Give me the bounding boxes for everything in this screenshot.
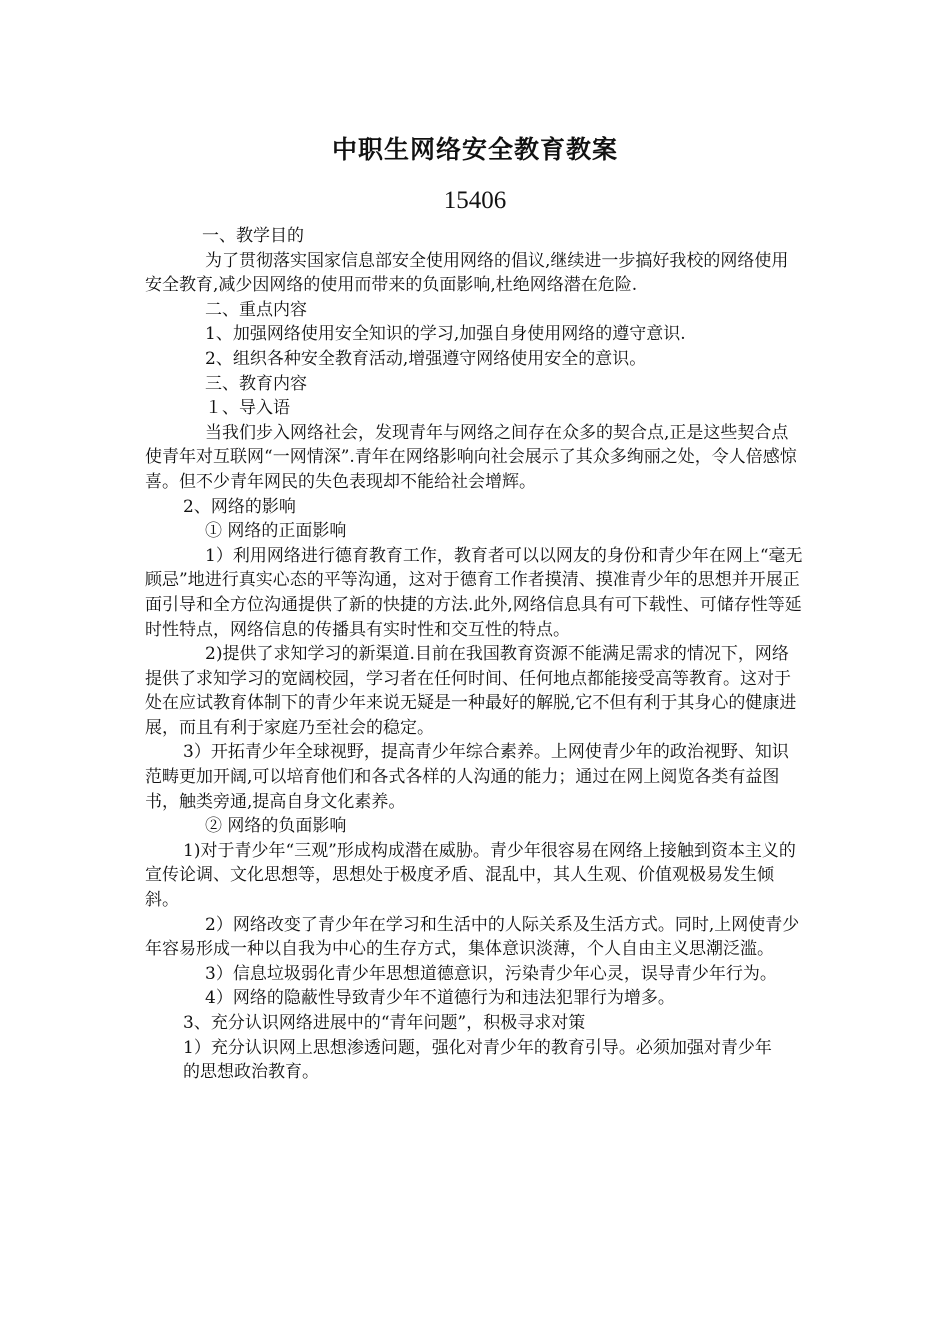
paragraph-key-point-1: 1、加强网络使用安全知识的学习,加强自身使用网络的遵守意识. (205, 324, 686, 345)
document-title: 中职生网络安全教育教案 (331, 135, 618, 164)
section-heading-key-content: 二、重点内容 (205, 299, 307, 320)
subheading-positive-impact: ① 网络的正面影响 (205, 521, 347, 542)
paragraph-introduction: 当我们步入网络社会，发现青年与网络之间存在众多的契合点,正是这些契合点使青年对互联网“一网情深”.青年在网络影响向社会展示了其众多绚丽之处，令人倍感惊喜。但不少青年网民的失色表现却不能给社会增辉。 (145, 422, 797, 492)
section-heading-education-content: 三、教育内容 (205, 373, 307, 394)
paragraph-positive-2: 2)提供了求知学习的新渠道.目前在我国教育资源不能满足需求的情况下，网络提供了求知学习的宽阔校园，学习者在任何时间、任何地点都能接受高等教育。这对于处在应试教育体制下的青少年来说无疑是一种最好的解脱,它不但有利于其身心的健康进展，而且有利于家庭乃至社会的稳定。 (145, 644, 797, 738)
document-body (145, 224, 805, 1085)
subheading-negative-impact: ② 网络的负面影响 (205, 816, 347, 837)
paragraph-negative-4: 4）网络的隐蔽性导致青少年不道德行为和违法犯罪行为增多。 (205, 988, 675, 1009)
paragraph-positive-1: 1）利用网络进行德育教育工作，教育者可以以网友的身份和青少年在网上“毫无顾忌”地进行真实心态的平等沟通，这对于德育工作者摸清、摸准青少年的思想并开展正面引导和全方位沟通提供了新的快捷的方法.此外,网络信息具有可下载性、可储存性等延时性特点，网络信息的传播具有实时性和交互性的特点。 (145, 545, 803, 640)
subheading-introduction: １、导入语 (205, 398, 290, 419)
section-heading-objectives: 一、教学目的 (202, 226, 304, 246)
paragraph-objectives: 为了贯彻落实国家信息部安全使用网络的倡议,继续进一步搞好我校的网络使用安全教育,减少因网络的使用而带来的负面影响,杜绝网络潜在危险. (145, 250, 789, 296)
document-code: 15406 (443, 187, 507, 214)
subheading-youth-issues: 3、充分认识网络进展中的“青年问题”，积极寻求对策 (183, 1013, 586, 1033)
paragraph-positive-3: 3）开拓青少年全球视野，提高青少年综合素养。上网使青少年的政治视野、知识范畴更加开阔,可以培育他们和各式各样的人沟通的能力；通过在网上阅览各类有益图书，触类旁通,提高自身文化素养。 (145, 742, 789, 812)
paragraph-countermeasure-1: 1）充分认识网上思想渗透问题，强化对青少年的教育引导。必须加强对青少年 (183, 1037, 772, 1058)
paragraph-negative-2: 2）网络改变了青少年在学习和生活中的人际关系及生活方式。同时,上网使青少年容易形成一种以自我为中心的生存方式，集体意识淡薄，个人自由主义思潮泛滥。 (145, 914, 800, 960)
subheading-network-impact: 2、网络的影响 (183, 496, 296, 517)
paragraph-negative-1: 1)对于青少年“三观”形成构成潜在威胁。青少年很容易在网络上接触到资本主义的宣传论调、文化思想等，思想处于极度矛盾、混乱中，其人生观、价值观极易发生倾斜。 (145, 840, 796, 911)
paragraph-negative-3: 3）信息垃圾弱化青少年思想道德意识，污染青少年心灵，误导青少年行为。 (205, 963, 777, 984)
paragraph-countermeasure-1-cont: 的思想政治教育。 (183, 1062, 319, 1083)
paragraph-key-point-2: 2、组织各种安全教育活动,增强遵守网络使用安全的意识。 (205, 348, 647, 369)
